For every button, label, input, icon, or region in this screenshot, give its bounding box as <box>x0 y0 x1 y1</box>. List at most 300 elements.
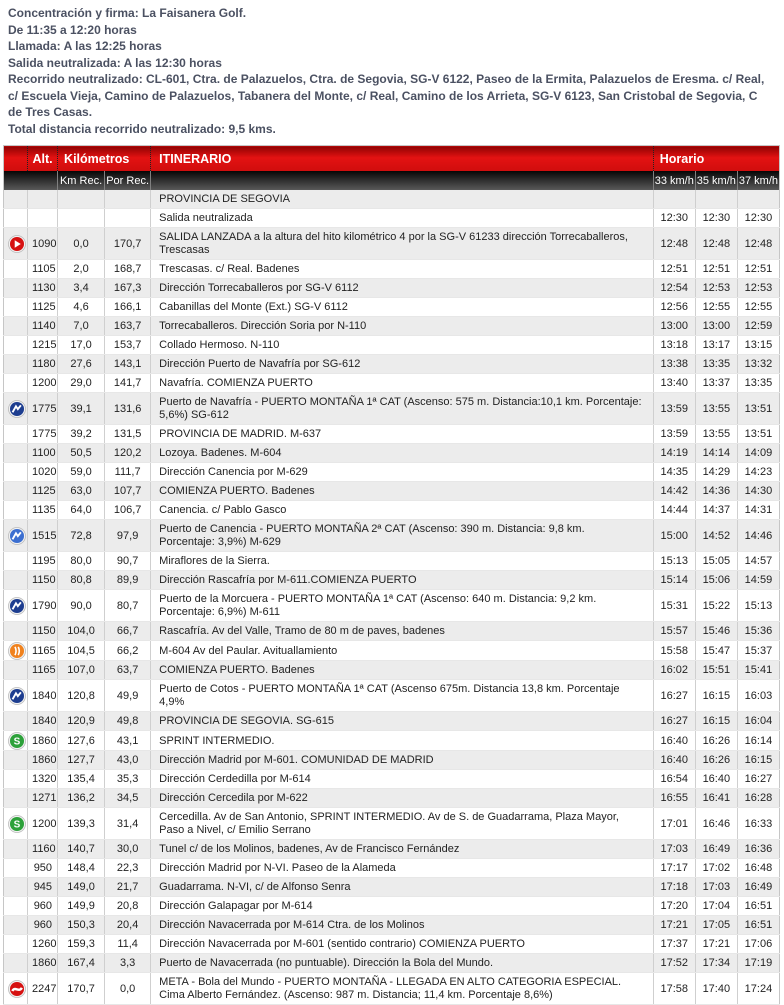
itinerary-cell: Puerto de Cotos - PUERTO MONTAÑA 1ª CAT (Ascenso 675m. Distancia 13,8 km. Porcentaje 4,9% <box>151 680 654 712</box>
intro-line-llamada: Llamada: A las 12:25 horas <box>8 39 162 53</box>
time-35kmh-cell: 12:30 <box>695 209 737 228</box>
por-rec-cell: 43,1 <box>105 731 151 751</box>
por-rec-cell: 11,4 <box>105 935 151 954</box>
time-33kmh-cell: 16:55 <box>653 789 695 808</box>
table-row <box>4 954 780 973</box>
time-33kmh-cell: 13:18 <box>653 336 695 355</box>
km-rec-cell: 80,8 <box>58 571 105 590</box>
km-rec-cell: 139,3 <box>58 808 105 840</box>
itinerary-cell: Dirección Madrid por N-VI. Paseo de la Alameda <box>151 859 654 878</box>
altitude-cell: 1130 <box>28 279 58 298</box>
time-35kmh-cell: 15:46 <box>695 622 737 641</box>
altitude-cell: 1125 <box>28 482 58 501</box>
table-row <box>4 279 780 298</box>
table-row <box>4 571 780 590</box>
time-33kmh-cell: 17:58 <box>653 973 695 1005</box>
itinerary-cell: Trescasas. c/ Real. Badenes <box>151 260 654 279</box>
icon-column-header <box>4 146 28 172</box>
itinerary-cell: Rascafría. Av del Valle, Tramo de 80 m de paves, badenes <box>151 622 654 641</box>
km-rec-cell: 127,6 <box>58 731 105 751</box>
time-33kmh-cell: 15:57 <box>653 622 695 641</box>
row-icon-cell <box>4 298 28 317</box>
row-icon-cell <box>4 840 28 859</box>
time-37kmh-cell: 13:35 <box>737 374 779 393</box>
row-icon-cell <box>4 789 28 808</box>
time-35kmh-cell <box>695 190 737 209</box>
itinerary-cell: PROVINCIA DE SEGOVIA. SG-615 <box>151 712 654 731</box>
altitude-cell: 1125 <box>28 298 58 317</box>
altitude-cell: 960 <box>28 916 58 935</box>
row-icon-cell <box>4 501 28 520</box>
table-row <box>4 641 780 661</box>
time-35kmh-cell: 17:04 <box>695 897 737 916</box>
por-rec-cell: 49,8 <box>105 712 151 731</box>
por-rec-cell: 20,4 <box>105 916 151 935</box>
time-37kmh-cell: 16:51 <box>737 897 779 916</box>
row-icon-cell <box>4 641 28 661</box>
row-icon-cell <box>4 897 28 916</box>
itinerary-cell: Dirección Torrecaballeros por SG-V 6112 <box>151 279 654 298</box>
itinerary-cell: Dirección Navacerrada por M-601 (sentido contrario) COMIENZA PUERTO <box>151 935 654 954</box>
table-row <box>4 444 780 463</box>
row-icon-cell <box>4 520 28 552</box>
time-33kmh-cell: 13:59 <box>653 425 695 444</box>
time-35kmh-cell: 13:55 <box>695 393 737 425</box>
km-rec-cell: 107,0 <box>58 661 105 680</box>
row-icon-cell <box>4 808 28 840</box>
altitude-cell: 945 <box>28 878 58 897</box>
time-33kmh-cell: 15:00 <box>653 520 695 552</box>
itinerary-cell: SPRINT INTERMEDIO. <box>151 731 654 751</box>
row-icon-cell <box>4 228 28 260</box>
finish-icon <box>8 980 26 998</box>
por-rec-cell: 168,7 <box>105 260 151 279</box>
time-37kmh-cell: 12:53 <box>737 279 779 298</box>
altitude-cell: 1090 <box>28 228 58 260</box>
altitude-cell <box>28 209 58 228</box>
row-icon-cell <box>4 859 28 878</box>
itinerary-cell: Puerto de Canencia - PUERTO MONTAÑA 2ª CAT (Ascenso: 390 m. Distancia: 9,8 km. Porcentaje: 3,9%) M-629 <box>151 520 654 552</box>
table-row <box>4 298 780 317</box>
itinerary-cell: Collado Hermoso. N-110 <box>151 336 654 355</box>
time-33kmh-cell: 17:17 <box>653 859 695 878</box>
row-icon-cell <box>4 916 28 935</box>
time-33kmh-cell: 16:27 <box>653 680 695 712</box>
table-row <box>4 712 780 731</box>
time-33kmh-cell: 16:40 <box>653 731 695 751</box>
mountain-cat2-icon <box>8 527 26 545</box>
time-35kmh-cell: 12:51 <box>695 260 737 279</box>
time-37kmh-cell <box>737 190 779 209</box>
km-rec-cell: 148,4 <box>58 859 105 878</box>
km-rec-cell: 0,0 <box>58 228 105 260</box>
itinerary-cell: Puerto de la Morcuera - PUERTO MONTAÑA 1ª CAT (Ascenso: 640 m. Distancia: 9,2 km. Porcentaje: 6,9%) M-611 <box>151 590 654 622</box>
time-37kmh-cell: 13:51 <box>737 393 779 425</box>
time-37kmh-cell: 16:49 <box>737 878 779 897</box>
km-rec-cell: 3,4 <box>58 279 105 298</box>
altitude-cell: 1105 <box>28 260 58 279</box>
km-rec-cell: 149,9 <box>58 897 105 916</box>
table-row <box>4 209 780 228</box>
por-rec-cell: 34,5 <box>105 789 151 808</box>
time-35kmh-cell: 12:55 <box>695 298 737 317</box>
itinerary-cell: Dirección Galapagar por M-614 <box>151 897 654 916</box>
time-37kmh-cell: 12:55 <box>737 298 779 317</box>
table-row <box>4 770 780 789</box>
row-icon-cell <box>4 482 28 501</box>
row-icon-cell <box>4 571 28 590</box>
time-33kmh-cell: 14:44 <box>653 501 695 520</box>
time-37kmh-cell: 12:51 <box>737 260 779 279</box>
km-rec-cell: 135,4 <box>58 770 105 789</box>
itinerary-cell: Canencia. c/ Pablo Gasco <box>151 501 654 520</box>
km-rec-cell: 7,0 <box>58 317 105 336</box>
time-35kmh-cell: 15:47 <box>695 641 737 661</box>
por-rec-cell: 20,8 <box>105 897 151 916</box>
time-37kmh-cell: 14:46 <box>737 520 779 552</box>
time-33kmh-cell: 13:00 <box>653 317 695 336</box>
itinerary-cell: Cabanillas del Monte (Ext.) SG-V 6112 <box>151 298 654 317</box>
time-33kmh-cell: 15:58 <box>653 641 695 661</box>
itinerary-column-header: ITINERARIO <box>151 146 654 172</box>
time-35kmh-cell: 17:21 <box>695 935 737 954</box>
km-rec-subheader: Km Rec. <box>58 171 105 190</box>
km-rec-cell: 80,0 <box>58 552 105 571</box>
mountain-cat1-icon <box>8 400 26 418</box>
por-rec-cell: 131,5 <box>105 425 151 444</box>
itinerary-cell: Dirección Rascafría por M-611.COMIENZA PUERTO <box>151 571 654 590</box>
row-icon-cell <box>4 954 28 973</box>
speed-37-subheader: 37 km/h <box>737 171 779 190</box>
por-rec-cell: 31,4 <box>105 808 151 840</box>
time-37kmh-cell: 16:33 <box>737 808 779 840</box>
por-rec-cell: 89,9 <box>105 571 151 590</box>
time-33kmh-cell: 13:38 <box>653 355 695 374</box>
por-rec-cell: 21,7 <box>105 878 151 897</box>
altitude-cell: 1860 <box>28 731 58 751</box>
feed-station-icon <box>8 642 26 660</box>
time-37kmh-cell: 15:36 <box>737 622 779 641</box>
km-rec-cell: 104,0 <box>58 622 105 641</box>
sprint-icon <box>8 815 26 833</box>
altitude-cell: 1200 <box>28 808 58 840</box>
itinerary-cell: Miraflores de la Sierra. <box>151 552 654 571</box>
time-37kmh-cell: 16:28 <box>737 789 779 808</box>
time-37kmh-cell: 17:19 <box>737 954 779 973</box>
por-rec-cell: 163,7 <box>105 317 151 336</box>
time-35kmh-cell: 13:37 <box>695 374 737 393</box>
altitude-cell: 1790 <box>28 590 58 622</box>
time-35kmh-cell: 14:14 <box>695 444 737 463</box>
km-rec-cell: 167,4 <box>58 954 105 973</box>
row-icon-cell <box>4 425 28 444</box>
km-rec-cell: 2,0 <box>58 260 105 279</box>
time-35kmh-cell: 17:34 <box>695 954 737 973</box>
itinerary-cell: PROVINCIA DE MADRID. M-637 <box>151 425 654 444</box>
por-rec-cell: 3,3 <box>105 954 151 973</box>
altitude-cell: 1160 <box>28 840 58 859</box>
row-icon-cell <box>4 622 28 641</box>
time-37kmh-cell: 13:51 <box>737 425 779 444</box>
row-icon-cell <box>4 661 28 680</box>
altitude-cell: 1180 <box>28 355 58 374</box>
time-33kmh-cell: 14:35 <box>653 463 695 482</box>
itinerary-cell: Lozoya. Badenes. M-604 <box>151 444 654 463</box>
km-rec-cell: 64,0 <box>58 501 105 520</box>
kilometers-column-header: Kilómetros <box>58 146 151 172</box>
altitude-cell: 1150 <box>28 571 58 590</box>
itinerary-cell: Puerto de Navacerrada (no puntuable). Dirección la Bola del Mundo. <box>151 954 654 973</box>
time-37kmh-cell: 16:15 <box>737 751 779 770</box>
itinerary-cell: META - Bola del Mundo - PUERTO MONTAÑA - LLEGADA EN ALTO CATEGORIA ESPECIAL. Cima Alberto Fernández. (Ascenso: 987 m. Distancia; 11,4 km. Porcentaje 8,6%) <box>151 973 654 1005</box>
table-row <box>4 751 780 770</box>
row-icon-cell <box>4 355 28 374</box>
time-33kmh-cell: 15:31 <box>653 590 695 622</box>
table-row <box>4 552 780 571</box>
subheader-spacer-itinerary <box>151 171 654 190</box>
time-33kmh-cell: 14:42 <box>653 482 695 501</box>
time-37kmh-cell: 16:48 <box>737 859 779 878</box>
por-rec-cell: 170,7 <box>105 228 151 260</box>
altitude-cell: 1260 <box>28 935 58 954</box>
table-row <box>4 501 780 520</box>
time-37kmh-cell: 14:09 <box>737 444 779 463</box>
altitude-cell: 1100 <box>28 444 58 463</box>
time-33kmh-cell: 15:13 <box>653 552 695 571</box>
por-rec-cell: 143,1 <box>105 355 151 374</box>
km-rec-cell: 59,0 <box>58 463 105 482</box>
por-rec-cell: 22,3 <box>105 859 151 878</box>
row-icon-cell <box>4 260 28 279</box>
altitude-cell: 1515 <box>28 520 58 552</box>
km-rec-cell: 104,5 <box>58 641 105 661</box>
por-rec-cell: 43,0 <box>105 751 151 770</box>
itinerary-cell: Puerto de Navafría - PUERTO MONTAÑA 1ª CAT (Ascenso: 575 m. Distancia:10,1 km. Porcentaje: 5,6%) SG-612 <box>151 393 654 425</box>
table-row <box>4 897 780 916</box>
row-icon-cell <box>4 393 28 425</box>
time-35kmh-cell: 16:40 <box>695 770 737 789</box>
time-35kmh-cell: 14:29 <box>695 463 737 482</box>
km-rec-cell: 127,7 <box>58 751 105 770</box>
itinerary-cell: Dirección Madrid por M-601. COMUNIDAD DE MADRID <box>151 751 654 770</box>
row-icon-cell <box>4 463 28 482</box>
time-33kmh-cell: 12:30 <box>653 209 695 228</box>
mountain-cat1-icon <box>8 597 26 615</box>
row-icon-cell <box>4 590 28 622</box>
time-37kmh-cell: 17:24 <box>737 973 779 1005</box>
speed-33-subheader: 33 km/h <box>653 171 695 190</box>
altitude-cell: 1320 <box>28 770 58 789</box>
table-row <box>4 622 780 641</box>
altitude-cell: 1775 <box>28 393 58 425</box>
row-icon-cell <box>4 973 28 1005</box>
altitude-cell: 950 <box>28 859 58 878</box>
time-37kmh-cell: 14:57 <box>737 552 779 571</box>
altitude-cell: 1195 <box>28 552 58 571</box>
time-37kmh-cell: 15:37 <box>737 641 779 661</box>
table-row <box>4 935 780 954</box>
speed-35-subheader: 35 km/h <box>695 171 737 190</box>
time-35kmh-cell: 14:52 <box>695 520 737 552</box>
subheader-spacer-left <box>4 171 58 190</box>
altitude-cell: 1150 <box>28 622 58 641</box>
time-37kmh-cell: 16:36 <box>737 840 779 859</box>
km-rec-cell: 29,0 <box>58 374 105 393</box>
por-rec-cell: 153,7 <box>105 336 151 355</box>
km-rec-cell: 39,1 <box>58 393 105 425</box>
altitude-cell: 1135 <box>28 501 58 520</box>
time-35kmh-cell: 12:48 <box>695 228 737 260</box>
time-33kmh-cell: 12:48 <box>653 228 695 260</box>
itinerary-cell: Dirección Cercedila por M-622 <box>151 789 654 808</box>
altitude-cell: 1165 <box>28 661 58 680</box>
svg-text:S: S <box>13 736 20 748</box>
time-33kmh-cell <box>653 190 695 209</box>
km-rec-cell: 27,6 <box>58 355 105 374</box>
time-37kmh-cell: 14:30 <box>737 482 779 501</box>
altitude-cell: 1775 <box>28 425 58 444</box>
time-37kmh-cell: 12:48 <box>737 228 779 260</box>
mountain-cat1-icon <box>8 687 26 705</box>
por-rec-cell: 111,7 <box>105 463 151 482</box>
table-row <box>4 482 780 501</box>
km-rec-cell: 170,7 <box>58 973 105 1005</box>
time-35kmh-cell: 15:22 <box>695 590 737 622</box>
itinerary-cell: Tunel c/ de los Molinos, badenes, Av de Francisco Fernández <box>151 840 654 859</box>
row-icon-cell <box>4 770 28 789</box>
por-rec-subheader: Por Rec. <box>105 171 151 190</box>
time-35kmh-cell: 13:35 <box>695 355 737 374</box>
time-35kmh-cell: 17:03 <box>695 878 737 897</box>
time-35kmh-cell: 17:05 <box>695 916 737 935</box>
altitude-cell: 2247 <box>28 973 58 1005</box>
altitude-cell: 960 <box>28 897 58 916</box>
time-35kmh-cell: 17:40 <box>695 973 737 1005</box>
intro-line-horario-firma: De 11:35 a 12:20 horas <box>8 22 137 37</box>
table-row <box>4 840 780 859</box>
sprint-icon <box>8 732 26 750</box>
km-rec-cell: 72,8 <box>58 520 105 552</box>
time-35kmh-cell: 16:49 <box>695 840 737 859</box>
altitude-cell: 1840 <box>28 680 58 712</box>
por-rec-cell: 66,7 <box>105 622 151 641</box>
row-icon-cell <box>4 374 28 393</box>
km-rec-cell: 159,3 <box>58 935 105 954</box>
time-35kmh-cell: 16:41 <box>695 789 737 808</box>
time-37kmh-cell: 12:30 <box>737 209 779 228</box>
por-rec-cell: 166,1 <box>105 298 151 317</box>
row-icon-cell <box>4 552 28 571</box>
time-33kmh-cell: 17:03 <box>653 840 695 859</box>
por-rec-cell: 167,3 <box>105 279 151 298</box>
altitude-cell: 1165 <box>28 641 58 661</box>
por-rec-cell <box>105 209 151 228</box>
table-row <box>4 260 780 279</box>
por-rec-cell: 107,7 <box>105 482 151 501</box>
row-icon-cell <box>4 751 28 770</box>
table-row <box>4 317 780 336</box>
race-intro-block <box>0 0 784 143</box>
itinerary-cell: SALIDA LANZADA a la altura del hito kilométrico 4 por la SG-V 61233 dirección Torrecaballeros, Trescasas <box>151 228 654 260</box>
altitude-cell: 1860 <box>28 751 58 770</box>
itinerary-cell: Dirección Puerto de Navafría por SG-612 <box>151 355 654 374</box>
time-33kmh-cell: 14:19 <box>653 444 695 463</box>
table-row <box>4 661 780 680</box>
time-33kmh-cell: 13:40 <box>653 374 695 393</box>
intro-line-salida-neutralizada: Salida neutralizada: A las 12:30 horas <box>8 55 222 70</box>
table-header-main <box>4 146 780 172</box>
time-35kmh-cell: 13:55 <box>695 425 737 444</box>
time-37kmh-cell: 13:15 <box>737 336 779 355</box>
itinerary-cell: COMIENZA PUERTO. Badenes <box>151 482 654 501</box>
por-rec-cell: 80,7 <box>105 590 151 622</box>
time-37kmh-cell: 15:41 <box>737 661 779 680</box>
altitude-cell <box>28 190 58 209</box>
time-37kmh-cell: 14:23 <box>737 463 779 482</box>
por-rec-cell: 30,0 <box>105 840 151 859</box>
table-row <box>4 731 780 751</box>
row-icon-cell <box>4 190 28 209</box>
por-rec-cell: 120,2 <box>105 444 151 463</box>
itinerary-cell: Guadarrama. N-VI, c/ de Alfonso Senra <box>151 878 654 897</box>
altitude-cell: 1860 <box>28 954 58 973</box>
time-33kmh-cell: 12:54 <box>653 279 695 298</box>
km-rec-cell: 4,6 <box>58 298 105 317</box>
table-row <box>4 374 780 393</box>
time-35kmh-cell: 15:06 <box>695 571 737 590</box>
table-row <box>4 680 780 712</box>
table-row <box>4 190 780 209</box>
altitude-cell: 1840 <box>28 712 58 731</box>
itinerary-cell: Dirección Canencia por M-629 <box>151 463 654 482</box>
table-row <box>4 789 780 808</box>
row-icon-cell <box>4 444 28 463</box>
km-rec-cell <box>58 190 105 209</box>
table-row <box>4 590 780 622</box>
table-row <box>4 425 780 444</box>
por-rec-cell: 106,7 <box>105 501 151 520</box>
row-icon-cell <box>4 878 28 897</box>
por-rec-cell: 63,7 <box>105 661 151 680</box>
time-37kmh-cell: 14:31 <box>737 501 779 520</box>
time-35kmh-cell: 12:53 <box>695 279 737 298</box>
row-icon-cell <box>4 317 28 336</box>
table-row <box>4 393 780 425</box>
por-rec-cell: 66,2 <box>105 641 151 661</box>
time-33kmh-cell: 16:02 <box>653 661 695 680</box>
table-row <box>4 878 780 897</box>
km-rec-cell: 90,0 <box>58 590 105 622</box>
por-rec-cell: 131,6 <box>105 393 151 425</box>
km-rec-cell: 39,2 <box>58 425 105 444</box>
row-icon-cell <box>4 209 28 228</box>
altitude-column-header: Alt. <box>28 146 58 172</box>
por-rec-cell: 97,9 <box>105 520 151 552</box>
table-header-sub <box>4 171 780 190</box>
time-33kmh-cell: 16:40 <box>653 751 695 770</box>
time-37kmh-cell: 14:59 <box>737 571 779 590</box>
itinerary-cell: Navafría. COMIENZA PUERTO <box>151 374 654 393</box>
time-37kmh-cell: 16:04 <box>737 712 779 731</box>
time-37kmh-cell: 13:32 <box>737 355 779 374</box>
time-35kmh-cell: 17:02 <box>695 859 737 878</box>
altitude-cell: 1200 <box>28 374 58 393</box>
table-row <box>4 808 780 840</box>
time-35kmh-cell: 16:15 <box>695 712 737 731</box>
altitude-cell: 1271 <box>28 789 58 808</box>
time-33kmh-cell: 12:56 <box>653 298 695 317</box>
time-35kmh-cell: 13:17 <box>695 336 737 355</box>
